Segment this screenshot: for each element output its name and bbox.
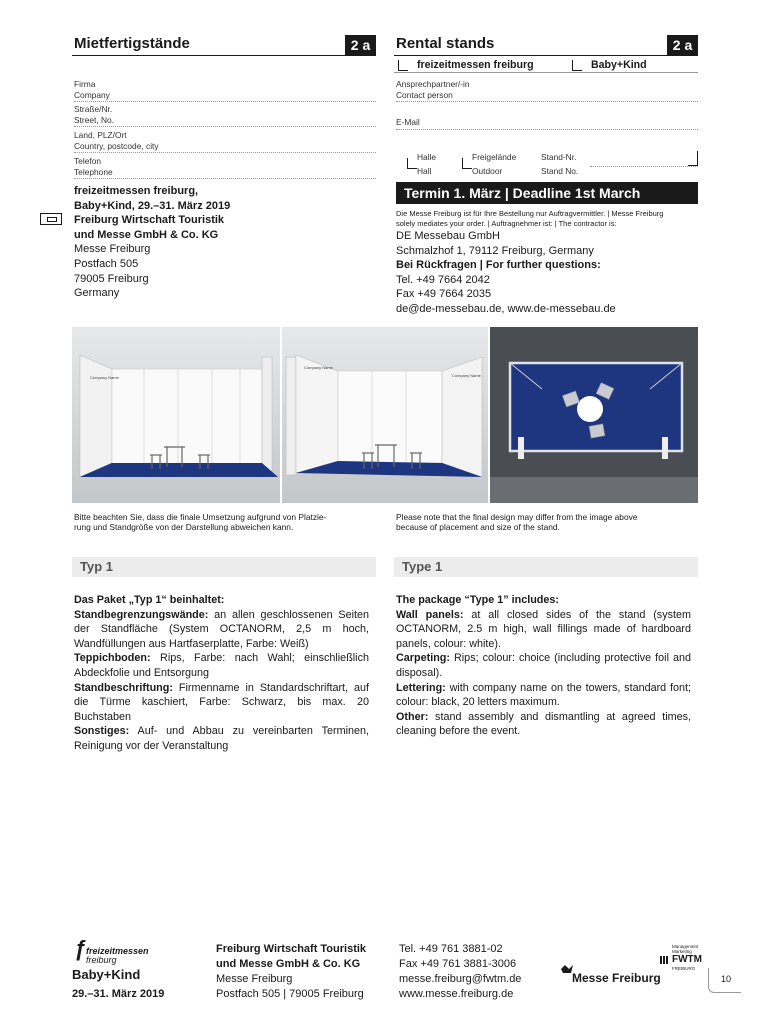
phone-field[interactable] xyxy=(74,156,376,178)
street-label-en: Street, No. xyxy=(74,115,115,125)
deadline-banner: Termin 1. März | Deadline 1st March xyxy=(396,182,698,204)
event-checkbox-babykind[interactable] xyxy=(572,60,582,71)
desc-de-intro: Das Paket „Typ 1“ beinhaltet: xyxy=(74,594,225,606)
organizer-line3: Freiburg Wirtschaft Touristik xyxy=(74,214,225,227)
street-field[interactable] xyxy=(74,104,376,126)
desc-de-other-heading: Sonstiges: xyxy=(74,725,130,738)
note-en-line2: because of placement and size of the stand. xyxy=(396,522,560,533)
fwtm-wordmark: FWTM xyxy=(672,954,702,965)
event-option-freizeitmessen: freizeitmessen freiburg xyxy=(417,59,534,71)
footer-event-logo xyxy=(72,938,207,1002)
company-line xyxy=(74,101,376,102)
city-label-de: Land, PLZ/Ort xyxy=(74,130,127,140)
standno-field[interactable] xyxy=(590,166,698,167)
title-en: Rental stands xyxy=(396,35,495,52)
render2-company-label-left: Company Name xyxy=(304,365,333,370)
section-badge-right: 2 a xyxy=(667,35,698,55)
standno-label-en: Stand No. xyxy=(541,166,579,176)
organizer-line2: Baby+Kind, 29.–31. März 2019 xyxy=(74,199,231,212)
email-label: E-Mail xyxy=(396,117,420,127)
note-en xyxy=(396,512,698,533)
footer-brand: Messe Freiburg xyxy=(572,971,661,985)
organizer-line5: Messe Freiburg xyxy=(74,243,151,256)
phone-label-en: Telephone xyxy=(74,167,113,177)
contractor-tel: Tel. +49 7664 2042 xyxy=(396,273,490,286)
desc-de-walls-heading: Standbegrenzungswände: xyxy=(74,608,209,621)
street-line xyxy=(74,126,376,127)
desc-de-walls xyxy=(74,608,369,652)
page-number-box xyxy=(708,968,741,993)
company-label-en: Company xyxy=(74,90,110,100)
note-en-line1: Please note that the final design may differ from the image above xyxy=(396,512,638,522)
hall-label-de: Halle xyxy=(417,152,437,162)
desc-de-lettering-text: Firmenname in Standardschriftart, auf die Türme kaschiert, Farbe: Schwarz, bis max. 20 Buchstaben xyxy=(74,681,369,723)
desc-en-other-heading: Other: xyxy=(396,710,429,723)
footer-dates: 29.–31. März 2019 xyxy=(72,988,165,1000)
type-label-en: Type 1 xyxy=(402,559,443,574)
organizer-line7: 79005 Freiburg xyxy=(74,272,149,285)
contact-label-en: Contact person xyxy=(396,90,453,100)
event-checkbox-freizeitmessen[interactable] xyxy=(398,60,408,71)
footer-company-line4: Postfach 505 | 79005 Freiburg xyxy=(216,988,364,1000)
f-logo-icon: ƒ xyxy=(74,936,87,961)
desc-en-carpet-heading: Carpeting: xyxy=(396,652,450,665)
stand-floorplan xyxy=(490,327,698,503)
contact-line xyxy=(396,101,698,102)
city-line xyxy=(74,152,376,153)
footer-company-line1: Freiburg Wirtschaft Touristik xyxy=(216,943,367,955)
logo-babykind: Baby+Kind xyxy=(72,967,141,982)
desc-en-walls-text: at all closed sides of the stand (system OCTANORM, 2.5 m high, wall fillings made of hardboard panels, colour: white). xyxy=(396,608,692,650)
fwtm-logo xyxy=(660,944,700,974)
stand-render-2 xyxy=(282,327,488,503)
desc-de-carpet xyxy=(74,651,369,680)
desc-de-walls-text: an allen geschlossenen Seiten der Standfläche (System OCTANORM, 2,5 m hoch, Wandfüllungen aus Hartfaserplatte, Farbe: Weiß) xyxy=(74,608,369,650)
standno-corner xyxy=(688,151,698,166)
footer-email[interactable]: messe.freiburg@fwtm.de xyxy=(399,973,522,985)
fwtm-city: FREIBURG xyxy=(672,966,696,971)
footer-company-line3: Messe Freiburg xyxy=(216,973,293,985)
company-field[interactable] xyxy=(74,79,376,101)
outdoor-label-en: Outdoor xyxy=(472,166,503,176)
contractor-web[interactable]: de@de-messebau.de, www.de-messebau.de xyxy=(396,302,616,315)
outdoor-checkbox[interactable] xyxy=(462,158,472,169)
city-field[interactable] xyxy=(74,130,376,152)
desc-de-lettering xyxy=(74,681,369,725)
type-label-de: Typ 1 xyxy=(80,559,113,574)
desc-de-carpet-text: Rips, Farbe: nach Wahl; einschließlich Abdeckfolie und Entsorgung xyxy=(74,652,369,679)
footer-company xyxy=(216,942,396,1002)
phone-line xyxy=(74,178,376,179)
logo-freizeitmessen: freizeitmessen xyxy=(86,946,149,956)
outdoor-label xyxy=(472,152,516,177)
desc-de-other-text: Auf- und Abbau zu vereinbarten Terminen, Reinigung vor der Veranstaltung xyxy=(74,725,369,752)
contractor-address: Schmalzhof 1, 79112 Freiburg, Germany xyxy=(396,244,594,257)
fwtm-tag2: Marketing xyxy=(672,949,692,954)
standno-label-de: Stand-Nr. xyxy=(541,152,577,162)
event-option-babykind: Baby+Kind xyxy=(591,59,647,71)
footer-contact xyxy=(399,942,559,1002)
desc-de-carpet-heading: Teppichboden: xyxy=(74,652,151,665)
organizer-address xyxy=(74,184,374,301)
stand-render-1 xyxy=(72,327,280,503)
email-field[interactable] xyxy=(396,129,698,130)
description-de xyxy=(74,593,369,754)
contact-label-de: Ansprechpartner/-in xyxy=(396,79,470,89)
phone-label-de: Telefon xyxy=(74,156,102,166)
desc-de-other xyxy=(74,724,369,753)
envelope-mark-icon xyxy=(40,213,62,225)
footer-tel: Tel. +49 761 3881-02 xyxy=(399,943,503,955)
organizer-line4: und Messe GmbH & Co. KG xyxy=(74,228,219,241)
note-de-line2: rung und Standgröße von der Darstellung abweichen kann. xyxy=(74,522,294,533)
footer-fax: Fax +49 761 3881-3006 xyxy=(399,958,517,970)
desc-en-walls-heading: Wall panels: xyxy=(396,608,464,621)
desc-en-walls xyxy=(396,608,691,652)
organizer-line1: freizeitmessen freiburg, xyxy=(74,185,199,197)
outdoor-label-de: Freigelände xyxy=(472,152,517,162)
fwtm-mark-icon xyxy=(660,956,668,964)
contractor-fax: Fax +49 7664 2035 xyxy=(396,288,492,301)
contractor-note xyxy=(396,209,698,228)
desc-en-other-text: stand assembly and dismantling at agreed times, cleaning before the event. xyxy=(396,710,691,738)
section-badge-left: 2 a xyxy=(345,35,376,55)
standno-label xyxy=(541,152,578,177)
header-rule-right xyxy=(394,55,698,56)
contractor-questions: Bei Rückfragen | For further questions: xyxy=(396,259,601,272)
type-bar-de xyxy=(72,557,376,577)
desc-en-carpet xyxy=(396,651,691,680)
contractor-note-2: solely mediates your order. | Auftragnehmer ist: | The contractor is: xyxy=(396,218,617,228)
note-de xyxy=(74,512,376,533)
desc-en-carpet-text: Rips; colour: choice (including protective foil and disposal). xyxy=(396,652,691,679)
city-label-en: Country, postcode, city xyxy=(74,141,159,151)
hall-label-en: Hall xyxy=(417,166,432,176)
desc-de-lettering-heading: Standbeschriftung: xyxy=(74,681,173,694)
page-number: 10 xyxy=(721,974,732,984)
render1-company-label: Company Name xyxy=(90,375,119,380)
title-de: Mietfertigstände xyxy=(74,35,190,52)
contractor-name: DE Messebau GmbH xyxy=(396,230,500,242)
contractor-block xyxy=(396,229,698,317)
street-label-de: Straße/Nr. xyxy=(74,104,113,114)
hall-checkbox[interactable] xyxy=(407,158,417,169)
contractor-note-1: Die Messe Freiburg ist für Ihre Bestellung nur Auftragvermittler. | Messe Freiburg xyxy=(396,209,664,218)
type-bar-en xyxy=(394,557,698,577)
hall-label xyxy=(417,152,436,177)
note-de-line1: Bitte beachten Sie, dass die finale Umsetzung aufgrund von Platzie- xyxy=(74,512,327,522)
desc-en-lettering xyxy=(396,681,691,710)
desc-en-lettering-text: with company name on the towers, standard font; colour: black, 20 letters maximum. xyxy=(396,681,691,709)
option-rule xyxy=(394,72,698,73)
footer-company-line2: und Messe GmbH & Co. KG xyxy=(216,958,361,970)
render2-company-label-right: Company Name xyxy=(452,373,481,378)
footer-website[interactable]: www.messe.freiburg.de xyxy=(399,988,514,1000)
contact-field[interactable] xyxy=(396,79,698,101)
company-label-de: Firma xyxy=(74,79,96,89)
logo-freiburg: freiburg xyxy=(86,955,117,965)
desc-en-lettering-heading: Lettering: xyxy=(396,681,446,694)
desc-en-intro: The package “Type 1” includes: xyxy=(396,594,560,606)
desc-en-other xyxy=(396,710,691,739)
header-rule-left xyxy=(72,55,376,56)
description-en xyxy=(396,593,691,739)
fwtm-tag1: Management xyxy=(672,944,699,949)
organizer-line8: Germany xyxy=(74,287,120,300)
organizer-line6: Postfach 505 xyxy=(74,257,139,270)
